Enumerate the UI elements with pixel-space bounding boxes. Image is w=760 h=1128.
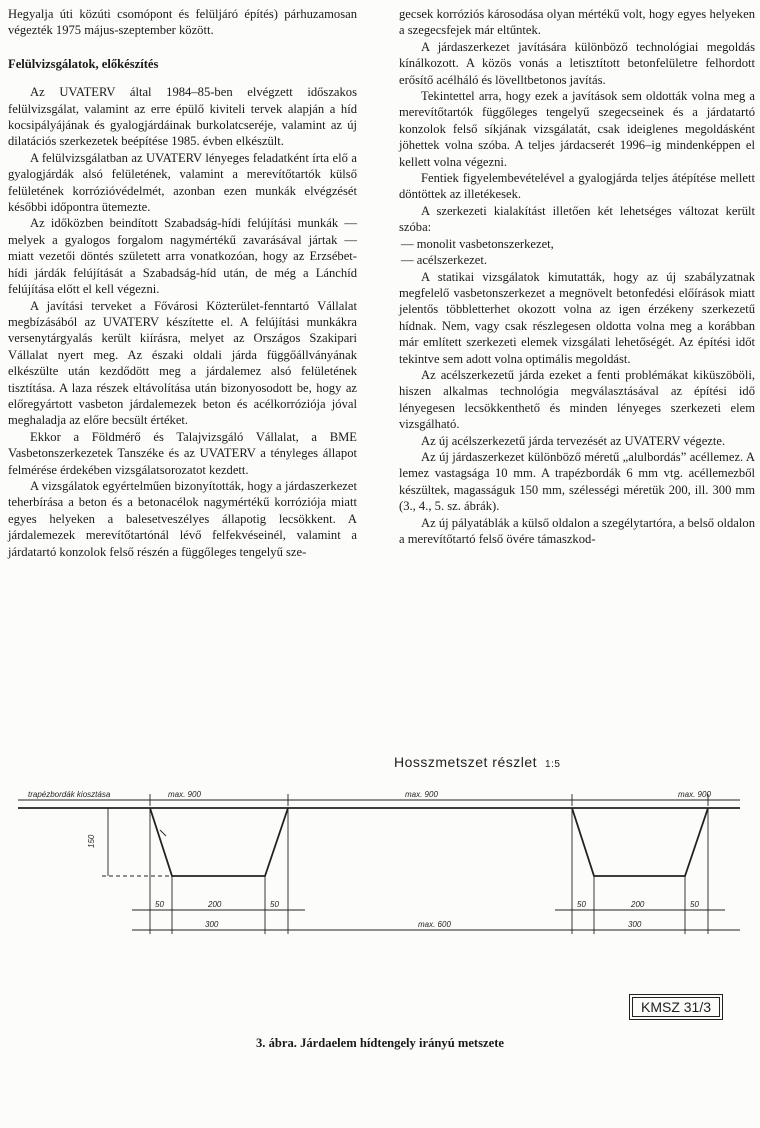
dim-label: max. 600	[418, 920, 451, 929]
trapezoid-rib-right	[572, 808, 708, 876]
trapezoid-rib-left	[150, 808, 288, 876]
section-heading: Felülvizsgálatok, előkészítés	[8, 56, 159, 71]
drawing-code-stamp: KMSZ 31/3	[629, 994, 723, 1020]
paragraph: Az acélszerkezetű járda ezeket a fenti problémákat kiküszöböli, hiszen alkalmas technológia megválasztásával az építési idő lényegesen lecsökkenthető és minden lényeges szerkezeti elem vizsgálható.	[399, 367, 755, 432]
left-column	[8, 6, 357, 560]
list-item: — acélszerkezet.	[401, 253, 487, 268]
figure-caption: 3. ábra. Járdaelem hídtengely irányú metszete	[256, 1036, 504, 1050]
paragraph: Ekkor a Földmérő és Talajvizsgáló Vállalat, a BME Vasbetonszerkezetek Tanszéke és az UVATERV a tényleges állapot felmérése érdekében vizsgálatsorozatot kezdett.	[8, 429, 357, 477]
dim-label: 150	[87, 834, 96, 848]
dim-label: 300	[205, 920, 219, 929]
dim-label: max. 900	[678, 790, 711, 799]
paragraph: Az UVATERV által 1984–85-ben elvégzett időszakos felülvizsgálat, valamint az erre épülő kiviteli tervek alapján a híd kocsipályájának és gyalogjárdáinak burkolatcseréje, valamint az új dilatációs szerkezetek beépítése 1985. évben elkészült.	[8, 85, 357, 149]
figure-title-text: Hosszmetszet részlet	[394, 754, 538, 770]
paragraph: Az új járdaszerkezet különböző méretű „alulbordás” acéllemez. A lemez vastagsága 10 mm. A trapézbordák 6 mm vtg. acéllemezből készültek, magasságuk 150 mm, szélességi méretük 200, ill. 300 mm (3., 4., 5. sz. ábrák).	[399, 449, 755, 514]
dim-label: 50	[577, 900, 586, 909]
paragraph: Az új pályatáblák a külső oldalon a szegélytartóra, a belső oldalon a merevítőtartó felső övére támaszkod-	[399, 515, 755, 546]
dim-label: max. 900	[168, 790, 201, 799]
paragraph: Az új acélszerkezetű járda tervezését az UVATERV végezte.	[421, 433, 726, 448]
figure-scale: 1:5	[545, 759, 561, 770]
paragraph: A javítási terveket a Fővárosi Közterület-fenntartó Vállalat megbízásából az UVATERV készítette el. A felújítási munkákra versenytárgyalás került kiírásra, melyet az Országos Szakipari Vállalat nyert meg. Az északi oldali járda függőállványának elkészülte után kezdődött meg a járdalemez alsó felületének tisztítása. A laza részek eltávolítása után bizonyosodott be, hogy az előregyártott vasbeton járdalemezek beton és acélkorróziója jóval meghaladja az előre becsült értéket.	[8, 298, 357, 428]
list-item: — monolit vasbetonszerkezet,	[401, 236, 554, 251]
dim-label: 200	[631, 900, 645, 909]
paragraph: A felülvizsgálatban az UVATERV lényeges feladatként írta elő a gyalogjárdák alsó felületének, valamint a merevítőtartók külső felületének korrózióvédelmét, azonban ezen munkák elvégzését későbbi időpontra ütemezte.	[8, 150, 357, 215]
variant-list	[399, 236, 755, 269]
paragraph: Tekintettel arra, hogy ezek a javítások sem oldották volna meg a merevítőtartók függőleges tengelyű szegecseinek és a járdatartó konzolok felső síkjának vizsgálatát, csak ideiglenes megoldásként jöhettek volna szóba. A teljes járdacserét 1996–ig mindenképpen el kellett volna végezni.	[399, 89, 755, 169]
dim-label: 300	[628, 920, 642, 929]
dim-label: trapézbordák kiosztása	[28, 790, 111, 799]
dim-label: 50	[270, 900, 279, 909]
paragraph: A vizsgálatok egyértelműen bizonyították, hogy a járdaszerkezet teherbírása a beton és a betonacélok nagymértékű korróziója miatt egyes helyeken a balesetveszélyes állapotig lecsökkent. A járdalemezek merevítőtartónál lévő felfekvéseinél, valamint a járdatartó konzolok felső részén a függőleges tengelyű sze-	[8, 478, 357, 559]
paragraph: Hegyalja úti közúti csomópont és felüljáró építés) párhuzamosan végezték 1975 május-szeptember között.	[8, 7, 357, 38]
paragraph: Fentiek figyelembevételével a gyalogjárda teljes átépítése mellett döntöttek az illetékesek.	[399, 171, 755, 202]
dim-label: max. 900	[405, 790, 438, 799]
paragraph: A statikai vizsgálatok kimutatták, hogy az új szabályzatnak megfelelő vasbetonszerkezet a megnövelt betonfedési előírások miatt jelentős többletterhet okozott volna az igen érzékeny szerkezetű hídnak. Nem, vagy csak részlegesen oldotta volna meg a korábban már említett szerkezeti elemek vizsgálati lehetőségét. Az építési időt tekintve sem adott volna optimális megoldást.	[399, 269, 755, 366]
dim-label: 50	[155, 900, 164, 909]
paragraph: gecsek korróziós károsodása olyan mértékű volt, hogy egyes helyeken a szegecsfejek már eltűntek.	[399, 7, 755, 38]
dim-label: 50	[690, 900, 699, 909]
paragraph: Az időközben beindított Szabadság-hídi felújítási munkák — melyek a gyalogos forgalom nagymértékű zavarásával jártak — miatt vezetői döntés született arra vonatkozóan, hogy az Erzsébet-hídi járdák felújítását a Szabadság-híd után, de még a Lánchíd felújítása előtt el kell végezni.	[8, 216, 357, 297]
right-column	[399, 6, 755, 547]
dim-label: 200	[208, 900, 222, 909]
paragraph: A járdaszerkezet javítására különböző technológiai megoldás kínálkozott. A közös vonás a letisztított betonfelületre felhordott erősítő acélháló és lövelltbetonos javítás.	[399, 39, 755, 87]
paragraph: A szerkezeti kialakítást illetően két lehetséges változat került szóba:	[399, 203, 755, 235]
